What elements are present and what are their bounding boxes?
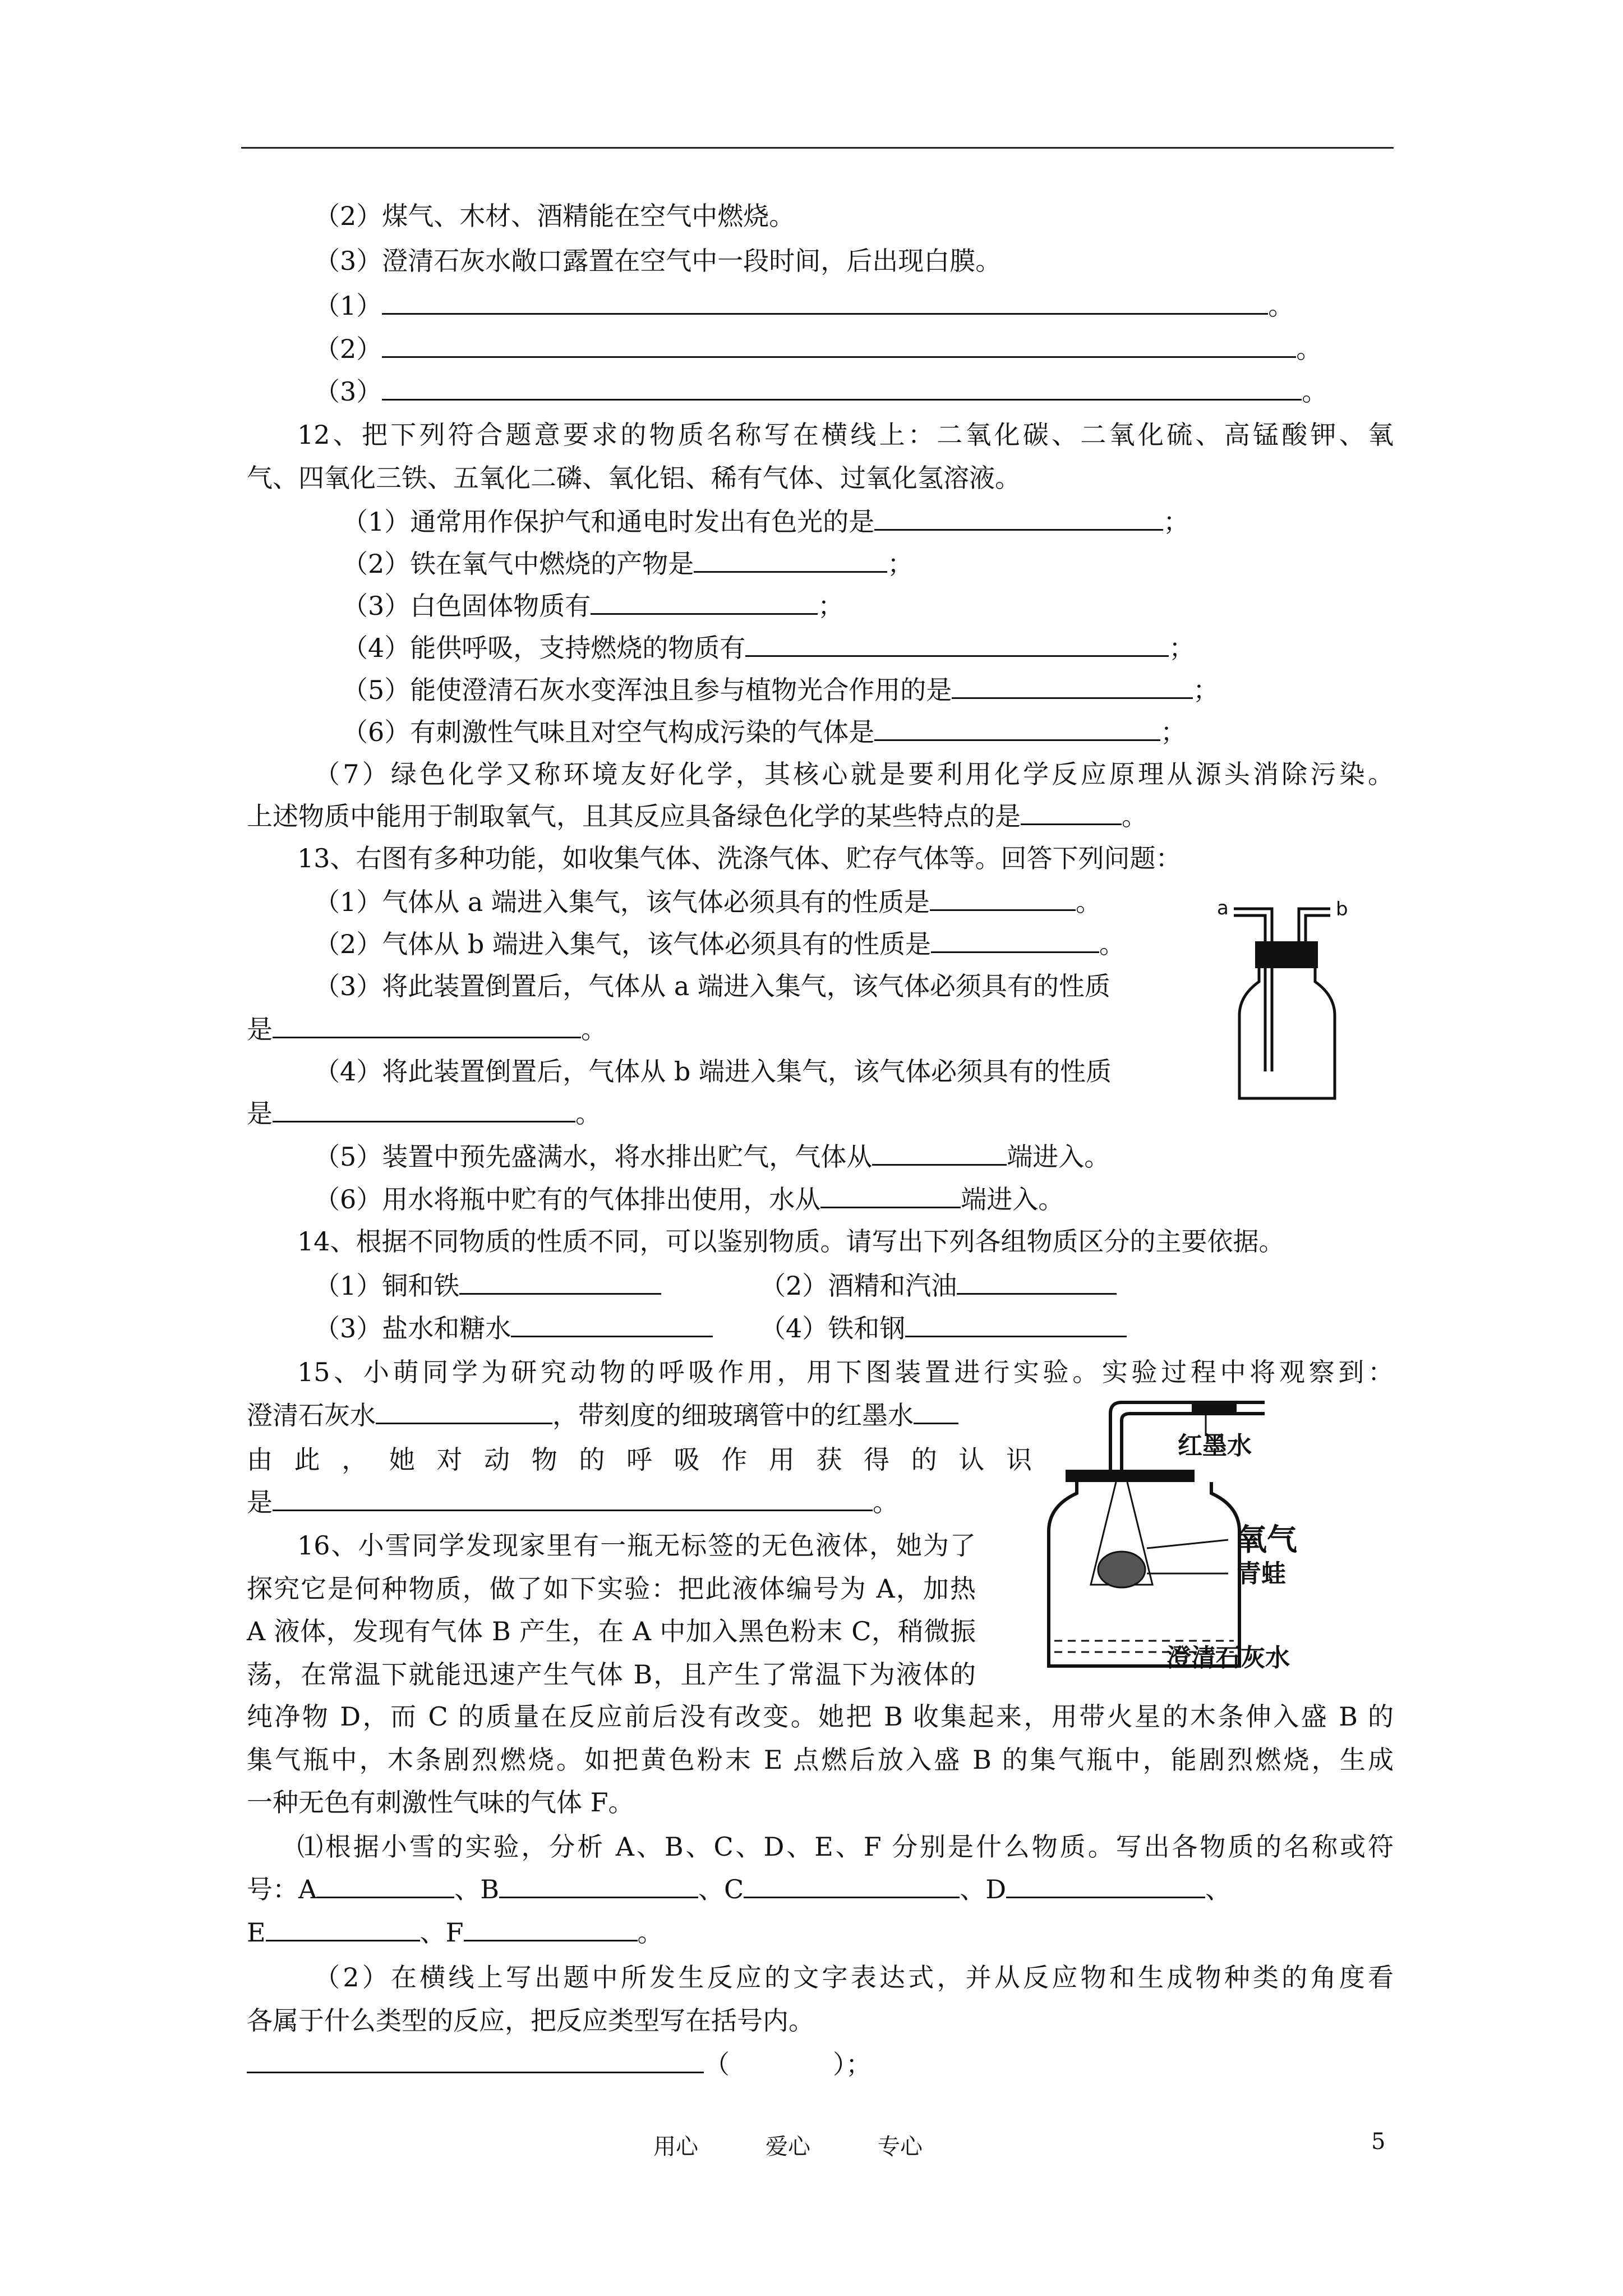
bottle-stopper	[1255, 941, 1318, 968]
answer-blank[interactable]	[745, 633, 1169, 657]
answer-blank[interactable]	[376, 1400, 552, 1424]
answer-blank[interactable]	[874, 507, 1163, 531]
answer-blank[interactable]	[1021, 801, 1122, 825]
answer-blank[interactable]	[511, 1313, 713, 1337]
answer-blank[interactable]	[273, 1098, 575, 1122]
answer-row: （1） 。	[314, 291, 1294, 321]
question-16-line: 探究它是何种物质，做了如下实验：把此液体编号为 A，加热	[247, 1573, 976, 1604]
question-13-line: 13、右图有多种功能，如收集气体、洗涤气体、贮存气体等。回答下列问题：	[297, 843, 1182, 873]
answer-blank[interactable]	[382, 291, 1268, 315]
footer-motto: 专心	[878, 2134, 923, 2160]
limewater-label: 澄清石灰水	[1166, 1644, 1290, 1672]
answer-blank[interactable]	[317, 1874, 454, 1898]
red-ink-drop	[1192, 1404, 1237, 1412]
q12-item: 上述物质中能用于制取氧气，且其反应具备绿色化学的某些特点的是 。	[247, 801, 1147, 831]
answer-blank[interactable]	[499, 1874, 698, 1898]
q12-item: （5）能使澄清石灰水变浑浊且参与植物光合作用的是 ；	[342, 675, 1219, 705]
question-16-line: 荡，在常温下就能迅速产生气体 B，且产生了常温下为液体的	[247, 1659, 976, 1690]
footer-motto: 用心	[653, 2134, 698, 2160]
question-12-line: 气、四氧化三铁、五氧化二磷、氧化铝、稀有气体、过氧化氢溶液。	[247, 463, 1021, 493]
answer-blank[interactable]	[820, 1184, 961, 1208]
answer-row: （3） 。	[314, 376, 1328, 407]
question-16-line: 一种无色有刺激性气味的气体 F。	[247, 1787, 634, 1818]
q14-item: （4）铁和钢	[760, 1312, 1127, 1345]
q13-item: 是 。	[247, 1014, 607, 1045]
q16-part2: （2）在横线上写出题中所发生反应的文字表达式，并从反应物和生成物种类的角度看	[314, 1962, 1394, 1993]
port-b-label: b	[1336, 898, 1348, 921]
q16-part1: ⑴根据小雪的实验，分析 A、B、C、D、E、F 分别是什么物质。写出各物质的名称或符	[297, 1832, 1394, 1862]
q12-item: （6）有刺激性气味且对空气构成污染的气体是 ；	[342, 717, 1187, 747]
question-15-line: 15、小萌同学为研究动物的呼吸作用，用下图装置进行实验。实验过程中将观察到：	[297, 1357, 1394, 1387]
answer-blank[interactable]	[1006, 1874, 1205, 1898]
answer-blank[interactable]	[931, 929, 1099, 953]
gas-bottle-figure	[1206, 892, 1391, 1105]
q13-item: （5）装置中预先盛满水，将水排出贮气，气体从 端进入。	[314, 1142, 1110, 1172]
answer-blank[interactable]	[872, 1142, 1007, 1166]
jar-lid	[1066, 1470, 1195, 1482]
q12-item: （3）白色固体物质有 ；	[342, 591, 844, 621]
answer-blank[interactable]	[744, 1874, 960, 1898]
question-16-line: A 液体，发现有气体 B 产生，在 A 中加入黑色粉末 C，稍微振	[247, 1616, 976, 1646]
port-a-label: a	[1217, 897, 1229, 919]
answer-blank[interactable]	[459, 1271, 661, 1295]
q12-item: （1）通常用作保护气和通电时发出有色光的是 ；	[342, 507, 1189, 537]
answer-blank[interactable]	[247, 2049, 704, 2073]
answer-blank[interactable]	[273, 1014, 581, 1038]
question-16-line: 纯净物 D，而 C 的质量在反应前后没有改变。她把 B 收集起来，用带火星的木条伸入盛 B 的	[247, 1701, 1394, 1732]
question-12-line: 12、把下列符合题意要求的物质名称写在横线上：二氧化碳、二氧化硫、高锰酸钾、氧	[297, 420, 1394, 450]
frog-apparatus-figure	[1038, 1391, 1385, 1683]
answer-blank[interactable]	[382, 334, 1296, 358]
oxygen-label: 氧气	[1237, 1522, 1297, 1557]
question-16-line: 16、小雪同学发现家里有一瓶无标签的无色液体，她为了	[297, 1530, 976, 1561]
answer-row: （2） 。	[314, 334, 1322, 364]
q12-item: （4）能供呼吸，支持燃烧的物质有 ；	[342, 633, 1195, 663]
question-16-line: 集气瓶中，木条剧烈燃烧。如把黄色粉末 E 点燃后放入盛 B 的集气瓶中，能剧烈燃烧，生成	[247, 1745, 1394, 1775]
q13-item: （2）气体从 b 端进入集气，该气体必须具有的性质是 。	[314, 929, 1125, 959]
answer-blank[interactable]	[874, 717, 1160, 741]
red-ink-label: 红墨水	[1178, 1432, 1252, 1460]
q15-line: 澄清石灰水 ，带刻度的细玻璃管中的红墨水	[247, 1398, 958, 1432]
text-line: （2）煤气、木材、酒精能在空气中燃烧。	[314, 201, 795, 231]
answer-blank[interactable]	[905, 1313, 1127, 1337]
q14-item: （2）酒精和汽油	[760, 1269, 1117, 1303]
answer-blank[interactable]	[464, 1917, 638, 1941]
q13-item: （1）气体从 a 端进入集气，该气体必须具有的性质是 。	[314, 887, 1101, 917]
frog-label: 青蛙	[1237, 1559, 1286, 1588]
text-line: （3）澄清石灰水敞口露置在空气中一段时间，后出现白膜。	[314, 246, 1002, 276]
q13-item: （6）用水将瓶中贮有的气体排出使用，水从 端进入。	[314, 1184, 1064, 1214]
q13-item: 是 。	[247, 1098, 601, 1129]
q15-line: 由此，她对动物的呼吸作用获得的认识	[247, 1444, 1032, 1475]
q13-item: （3）将此装置倒置后，气体从 a 端进入集气，该气体必须具有的性质	[314, 971, 1110, 1001]
frog-icon	[1098, 1552, 1145, 1588]
answer-blank[interactable]	[914, 1400, 958, 1424]
answer-blank[interactable]	[273, 1487, 873, 1511]
bottle-body	[1239, 968, 1335, 1098]
q15-line: 是 。	[247, 1487, 898, 1517]
answer-blank[interactable]	[952, 675, 1193, 699]
q14-item: （1）铜和铁	[314, 1269, 661, 1303]
page-number: 5	[1371, 2129, 1386, 2155]
q16-part2: 各属于什么类型的反应，把反应类型写在括号内。	[247, 2005, 814, 2036]
answer-blank[interactable]	[694, 549, 887, 573]
answer-blank[interactable]	[957, 1271, 1117, 1295]
footer-motto: 爱心	[766, 2134, 810, 2160]
q12-item: （2）铁在氧气中燃烧的产物是 ；	[342, 549, 914, 579]
answer-blank[interactable]	[266, 1917, 420, 1941]
q16-answer-row: 号：A 、B 、C 、D 、	[247, 1874, 1232, 1904]
question-14-line: 14、根据不同物质的性质不同，可以鉴别物质。请写出下列各组物质区分的主要依据。	[297, 1226, 1285, 1257]
header-rule	[241, 147, 1394, 149]
q13-item: （4）将此装置倒置后，气体从 b 端进入集气，该气体必须具有的性质	[314, 1056, 1112, 1087]
answer-blank[interactable]	[930, 887, 1076, 911]
q16-answer-row: E 、F 。	[247, 1917, 663, 1948]
answer-blank[interactable]	[382, 376, 1302, 401]
q14-item: （3）盐水和糖水	[314, 1312, 713, 1345]
q12-item: （7）绿色化学又称环境友好化学，其核心就是要利用化学反应原理从源头消除污染。	[314, 759, 1394, 789]
answer-blank[interactable]	[591, 591, 818, 615]
q16-answer-row: （ ）；	[247, 2047, 872, 2081]
